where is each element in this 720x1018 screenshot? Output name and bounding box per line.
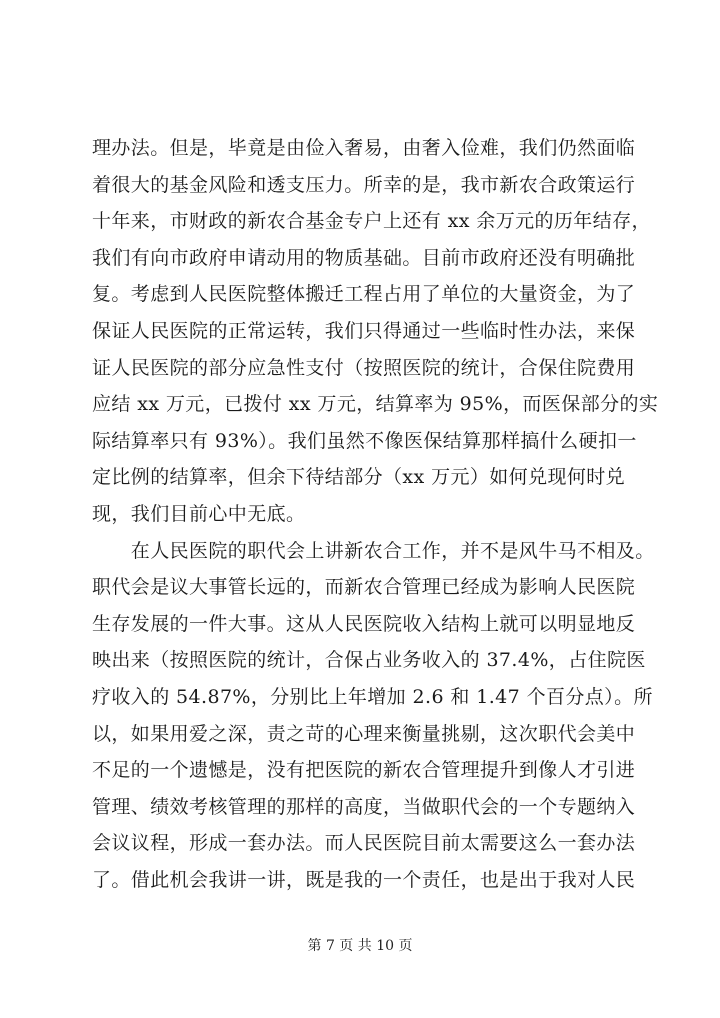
text-line: 了。借此机会我讲一讲，既是我的一个责任，也是出于我对人民 (92, 868, 636, 891)
text-line: 现，我们目前心中无底。 (92, 502, 306, 525)
text-line: 定比例的结算率，但余下待结部分（xx 万元）如何兑现何时兑 (92, 466, 626, 489)
text-line: 理办法。但是，毕竟是由俭入奢易，由奢入俭难，我们仍然面临 (92, 137, 636, 159)
text-line: 以，如果用爱之深，责之苛的心理来衡量挑剔，这次职代会美中 (92, 722, 636, 745)
text-line: 疗收入的 54.87%，分别比上年增加 2.6 和 1.47 个百分点）。所 (92, 685, 653, 708)
text-line: 证人民医院的部分应急性支付（按照医院的统计，合保住院费用 (92, 356, 636, 379)
body-text (92, 130, 659, 898)
text-line: 复。考虑到人民医院整体搬迁工程占用了单位的大量资金，为了 (92, 283, 636, 306)
text-line: 职代会是议大事管长远的，而新农合管理已经成为影响人民医院 (92, 576, 636, 599)
text-line: 际结算率只有 93%）。我们虽然不像医保结算那样搞什么硬扣一 (92, 429, 637, 452)
text-line: 我们有向市政府申请动用的物质基础。目前市政府还没有明确批 (92, 246, 636, 269)
text-line: 会议议程，形成一套办法。而人民医院目前太需要这么一套办法 (92, 832, 636, 855)
page-footer: 第 7 页 共 10 页 (307, 938, 413, 954)
text-line: 十年来，市财政的新农合基金专户上还有 xx 余万元的历年结存， (92, 210, 651, 233)
text-line: 应结 xx 万元，已拨付 xx 万元，结算率为 95%，而医保部分的实 (92, 393, 659, 416)
text-line: 不足的一个遗憾是，没有把医院的新农合管理提升到像人才引进 (92, 759, 636, 782)
text-line: 管理、绩效考核管理的那样的高度，当做职代会的一个专题纳入 (92, 795, 636, 818)
text-line: 生存发展的一件大事。这从人民医院收入结构上就可以明显地反 (92, 612, 636, 635)
text-line: 在人民医院的职代会上讲新农合工作，并不是风牛马不相及。 (92, 539, 655, 562)
text-line: 映出来（按照医院的统计，合保占业务收入的 37.4%，占住院医 (92, 649, 646, 672)
text-line: 保证人民医院的正常运转，我们只得通过一些临时性办法，来保 (92, 319, 636, 342)
text-line: 着很大的基金风险和透支压力。所幸的是，我市新农合政策运行 (92, 173, 636, 196)
